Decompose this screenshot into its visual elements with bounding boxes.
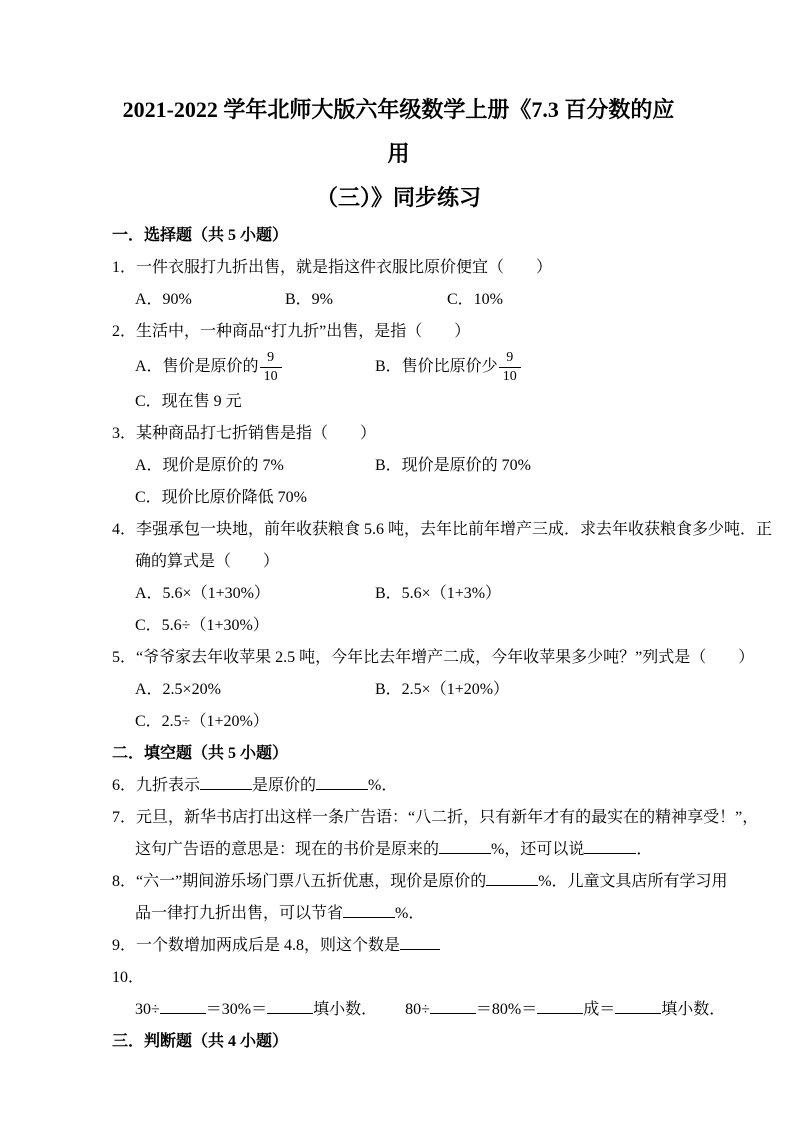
question-7-text-line2 [112, 834, 685, 866]
question-3-options-ab [112, 450, 685, 482]
question-1-options [112, 284, 685, 316]
fraction-numerator: 9 [267, 349, 275, 365]
blank-underline [160, 999, 206, 1014]
q8-line2-part2: %． [395, 905, 425, 922]
question-9-text [112, 930, 685, 962]
q8-line1-part1: 8．“六一”期间游乐场门票八五折优惠，现价是原价的 [112, 873, 487, 890]
question-3-text: 3．某种商品打七折销售是指（ ） [112, 425, 377, 442]
q6-text-part2: 是原价的 [252, 777, 317, 794]
q2-option-a-text: A．售价是原价的 [135, 358, 259, 375]
question-5-text: 5．“爷爷家去年收苹果 2.5 吨，今年比去年增产二成，今年收苹果多少吨？”列式是（ ） [112, 649, 755, 666]
q10-equation-2 [405, 1001, 725, 1018]
q10-equation-1 [135, 1001, 381, 1018]
blank-underline [439, 839, 491, 854]
question-10-equations [112, 994, 726, 1026]
q10-eq2-part3: 成＝ [583, 1001, 616, 1018]
q9-text-part1: 9．一个数增加两成后是 4.8，则这个数是 [112, 937, 401, 954]
q2-option-b [375, 348, 522, 386]
blank-underline [400, 935, 440, 950]
question-4-text-line1: 4．李强承包一块地，前年收获粮食 5.6 吨，去年比前年增产三成．求去年收获粮食多少吨．正 [112, 521, 773, 538]
q10-eq2-part2: ＝80%＝ [475, 1001, 538, 1018]
blank-underline [486, 871, 538, 886]
blank-underline [537, 999, 583, 1014]
question-8-text-line2 [112, 898, 685, 930]
q10-eq1-part2: ＝30%＝ [205, 1001, 268, 1018]
q2-option-c: C．现在售 9 元 [135, 393, 242, 410]
q7-line2-part3: ． [636, 841, 653, 858]
title-line-2: （三）》同步练习 [315, 185, 481, 210]
fraction-denominator: 10 [499, 367, 521, 385]
q3-option-c: C．现价比原价降低 70% [135, 489, 308, 506]
q1-option-c: C．10% [447, 291, 504, 308]
fraction-numerator: 9 [506, 349, 514, 365]
q5-option-c: C．2.5÷（1+20%） [135, 713, 269, 730]
fraction-nine-tenths [499, 350, 521, 385]
blank-underline [584, 839, 636, 854]
blank-underline [316, 775, 368, 790]
q4-option-b: B．5.6×（1+3%） [375, 585, 502, 602]
q10-eq1-part1: 30÷ [135, 1001, 160, 1018]
section-3-heading: 三．判断题（共 4 小题） [112, 1033, 289, 1050]
q5-option-b: B．2.5×（1+20%） [375, 681, 510, 698]
question-7-text-line1: 7．元旦，新华书店打出这样一条广告语：“八二折，只有新年才有的最实在的精神享受！”， [112, 809, 759, 826]
q3-option-b: B．现价是原价的 70% [375, 457, 532, 474]
q6-text-part1: 6．九折表示 [112, 777, 201, 794]
fraction-nine-tenths [260, 350, 282, 385]
title-line-1: 2021-2022 学年北师大版六年级数学上册《7.3 百分数的应用 [122, 97, 675, 166]
q10-eq2-part1: 80÷ [405, 1001, 430, 1018]
fraction-denominator: 10 [260, 367, 282, 385]
q1-option-a: A．90% [135, 291, 192, 308]
q8-line1-part2: %．儿童文具店所有学习用 [538, 873, 728, 890]
q7-line2-part2: %，还可以说 [491, 841, 585, 858]
q8-line2-part1: 品一律打九折出售，可以节省 [135, 905, 344, 922]
blank-underline [430, 999, 476, 1014]
q7-line2-part1: 这句广告语的意思是：现在的书价是原来的 [135, 841, 440, 858]
q6-text-part3: %． [368, 777, 398, 794]
question-8-text-line1 [112, 866, 728, 898]
question-6-text [112, 770, 685, 802]
question-10-label: 10． [112, 969, 145, 986]
section-1-heading: 一．选择题（共 5 小题） [112, 227, 289, 244]
blank-underline [200, 775, 252, 790]
question-2-options-ab [112, 348, 685, 386]
question-5-options-ab [112, 674, 685, 706]
blank-underline [267, 999, 313, 1014]
section-2-heading: 二．填空题（共 5 小题） [112, 745, 289, 762]
q2-option-a [135, 348, 375, 386]
q4-option-c: C．5.6÷（1+30%） [135, 617, 269, 634]
blank-underline [615, 999, 661, 1014]
question-2-text: 2．生活中，一种商品“打九折”出售，是指（ ） [112, 323, 471, 340]
q2-option-b-text: B．售价比原价少 [375, 358, 498, 375]
q4-option-a: A．5.6×（1+30%） [135, 585, 270, 602]
worksheet-title [112, 88, 685, 220]
q10-eq2-part4: 填小数． [661, 1001, 726, 1018]
question-4-text-line2: 确的算式是（ ） [135, 553, 280, 570]
q10-eq1-part3: 填小数． [313, 1001, 378, 1018]
q5-option-a: A．2.5×20% [135, 681, 221, 698]
q3-option-a: A．现价是原价的 7% [135, 457, 284, 474]
q1-option-b: B．9% [285, 291, 334, 308]
question-1-text: 1．一件衣服打九折出售，就是指这件衣服比原价便宜（ ） [112, 259, 553, 276]
question-4-options-ab [112, 578, 685, 610]
blank-underline [343, 903, 395, 918]
